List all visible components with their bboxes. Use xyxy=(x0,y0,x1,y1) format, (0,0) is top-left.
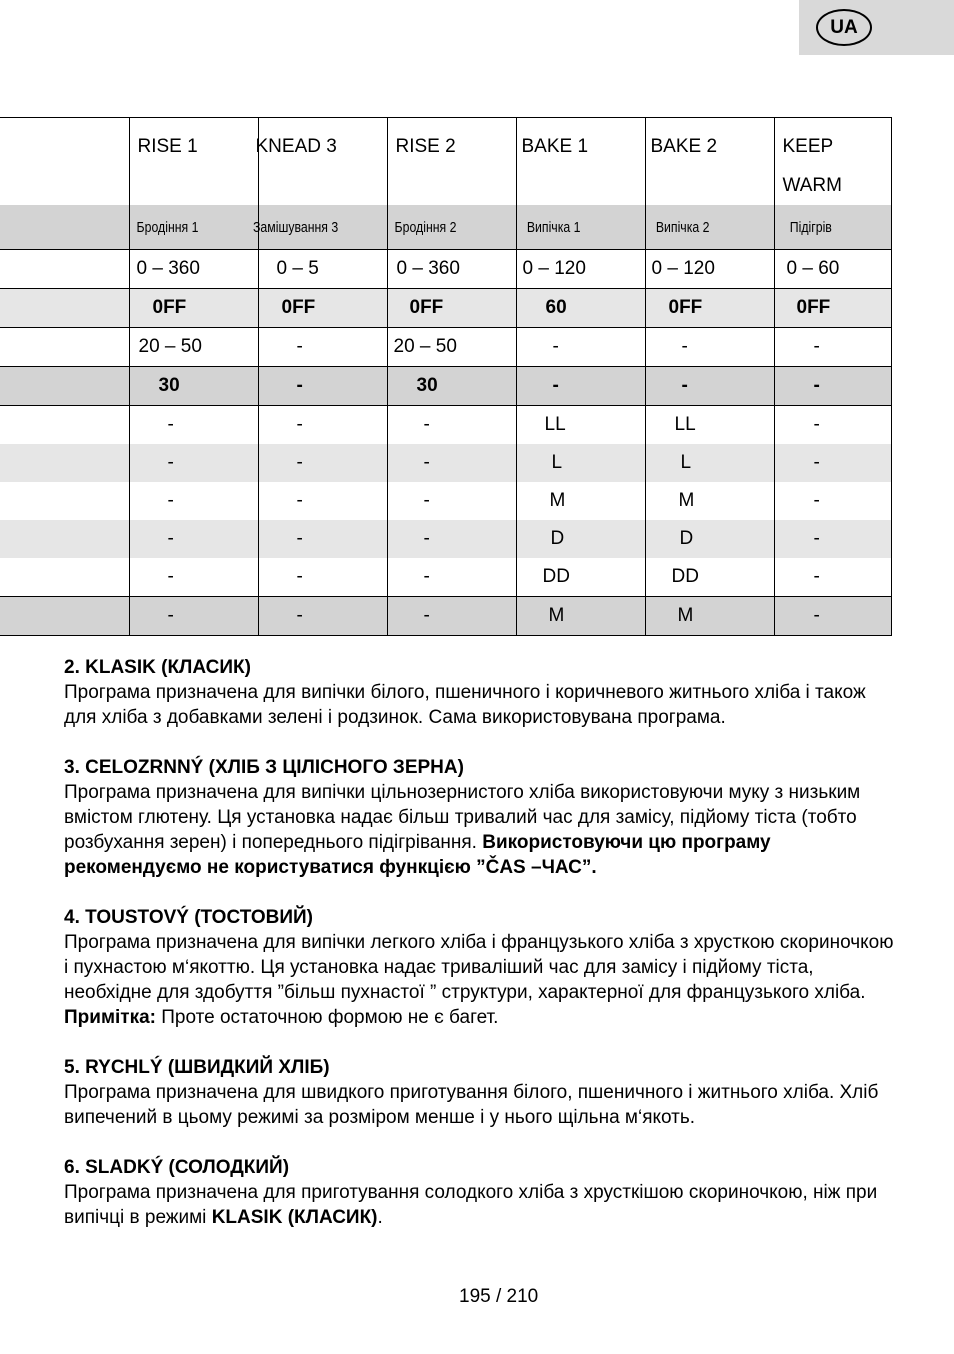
label-cell xyxy=(0,328,129,367)
table-cell: - xyxy=(774,444,891,482)
table-cell: - xyxy=(774,482,891,520)
table-cell: - xyxy=(129,520,258,558)
table-cell: - xyxy=(258,558,387,597)
table-cell: - xyxy=(387,482,516,520)
current-page: 195 xyxy=(459,1286,491,1307)
section-title: 5. RYCHLÝ (ШВИДКИЙ ХЛІБ) xyxy=(64,1057,330,1078)
table-cell: - xyxy=(258,328,387,367)
section-body: Програма призначена для випічки легкого хліба і французького хліба з хрусткою скориночкою і пухнастою м‘якоттю. Ця установка надає триваліший час для замісу і підйому тіста, необхідне для здобуття ”більш пухнастої ” структури, характерної для французького хліба. xyxy=(64,932,894,1003)
table-cell: D xyxy=(516,520,645,558)
header-cell: KEEP WARM xyxy=(774,118,891,206)
table-cell: - xyxy=(129,482,258,520)
table-cell: 0 – 120 xyxy=(516,250,645,289)
table-cell: 0 – 360 xyxy=(387,250,516,289)
table-row xyxy=(0,597,891,636)
table-cell: 0 – 360 xyxy=(129,250,258,289)
table-cell: D xyxy=(645,520,774,558)
table-cell: - xyxy=(387,406,516,445)
table-cell: 20 – 50 xyxy=(387,328,516,367)
table-cell: 0FF xyxy=(774,289,891,328)
section-body: Програма призначена для швидкого приготування білого, пшеничного і житнього хліба. Хліб випечений в цьому режимі за розміром менше і у нього щільна м‘якоть. xyxy=(64,1082,879,1128)
table-row xyxy=(0,250,891,289)
table-cell: - xyxy=(774,558,891,597)
label-cell xyxy=(0,367,129,406)
table-cell: - xyxy=(387,597,516,636)
section-title: 4. TOUSTOVÝ (ТОСТОВИЙ) xyxy=(64,907,313,928)
table-row xyxy=(0,444,891,482)
table-row xyxy=(0,328,891,367)
table-cell: - xyxy=(774,328,891,367)
table-cell: - xyxy=(774,367,891,406)
section-celozrnny xyxy=(64,755,894,880)
program-descriptions xyxy=(64,655,894,1255)
table-row xyxy=(0,289,891,328)
table-cell: - xyxy=(258,597,387,636)
label-cell xyxy=(0,558,129,597)
table-subheader-row xyxy=(0,205,891,250)
section-sladky xyxy=(64,1155,894,1230)
table-cell: 60 xyxy=(516,289,645,328)
table-cell: L xyxy=(645,444,774,482)
table-cell: 30 xyxy=(129,367,258,406)
note-label: Примітка: xyxy=(64,1007,156,1028)
table-cell: DD xyxy=(645,558,774,597)
table-cell: - xyxy=(645,328,774,367)
header-cell: RISE 2 xyxy=(387,118,516,206)
table-cell: M xyxy=(516,597,645,636)
total-pages: / 210 xyxy=(495,1286,539,1307)
table-cell: - xyxy=(645,367,774,406)
table-cell: - xyxy=(129,406,258,445)
table-cell: - xyxy=(516,328,645,367)
table-cell: - xyxy=(387,520,516,558)
table-cell: - xyxy=(258,444,387,482)
table-cell: 0 – 120 xyxy=(645,250,774,289)
header-cell: KNEAD 3 xyxy=(258,118,387,206)
section-title: 3. CELOZRNNÝ (ХЛІБ З ЦІЛІСНОГО ЗЕРНА) xyxy=(64,757,464,778)
section-body: Програма призначена для випічки білого, пшеничного і коричневого житнього хліба і також для хліба з добавками зелені і родзинок. Сама використовувана програма. xyxy=(64,682,866,728)
table-row xyxy=(0,558,891,597)
table-row xyxy=(0,406,891,445)
table-cell: LL xyxy=(645,406,774,445)
table-cell: 0FF xyxy=(387,289,516,328)
table-cell: M xyxy=(645,482,774,520)
table-cell: - xyxy=(258,406,387,445)
table-cell: DD xyxy=(516,558,645,597)
table-cell: 30 xyxy=(387,367,516,406)
table-cell: 0FF xyxy=(129,289,258,328)
header-cell: BAKE 1 xyxy=(516,118,645,206)
warning-text: Використовуючи цю програму рекомендуємо не користуватися функцією ”ČAS –ЧАС”. xyxy=(64,832,771,878)
table-cell: - xyxy=(129,444,258,482)
table-cell: L xyxy=(516,444,645,482)
table-cell: M xyxy=(645,597,774,636)
subheader-cell: Випічка 2 xyxy=(645,205,774,250)
table-row xyxy=(0,367,891,406)
table-cell: 0 – 60 xyxy=(774,250,891,289)
subheader-cell: Підігрів xyxy=(774,205,891,250)
label-cell xyxy=(0,289,129,328)
label-cell xyxy=(0,597,129,636)
table-cell: - xyxy=(516,367,645,406)
table-cell: 20 – 50 xyxy=(129,328,258,367)
table-cell: - xyxy=(129,558,258,597)
section-note: Примітка: Проте остаточною формою не є багет. xyxy=(64,1007,499,1028)
label-cell xyxy=(0,205,129,250)
label-cell xyxy=(0,444,129,482)
table-cell: - xyxy=(258,367,387,406)
section-body: Програма призначена для приготування солодкого хліба з хрусткішою скориночкою, ніж при випічці в режимі KLASIK (КЛАСИК). xyxy=(64,1182,878,1228)
label-cell xyxy=(0,482,129,520)
header-cell: BAKE 2 xyxy=(645,118,774,206)
subheader-cell: Випічка 1 xyxy=(516,205,645,250)
table-cell: - xyxy=(774,406,891,445)
section-body: Програма призначена для випічки цільнозернистого хліба використовуючи муку з низьким вмістом глютену. Ця установка надає більш тривалий час для замісу, підйому тіста (тобто розбухання зерен) і попереднього підігрівання. Використовуючи цю програму рекомендуємо не користуватися функцією ”ČAS –ЧАС”. xyxy=(64,782,861,878)
language-badge: UA xyxy=(816,9,872,46)
table-cell: 0 – 5 xyxy=(258,250,387,289)
label-cell xyxy=(0,520,129,558)
table-row xyxy=(0,482,891,520)
program-table xyxy=(0,117,892,636)
table-cell: M xyxy=(516,482,645,520)
table-cell: - xyxy=(129,597,258,636)
table-cell: - xyxy=(387,444,516,482)
subheader-cell: Замішування 3 xyxy=(258,205,387,250)
section-toustovy xyxy=(64,905,894,1030)
table-cell: LL xyxy=(516,406,645,445)
subheader-cell: Бродіння 2 xyxy=(387,205,516,250)
label-cell xyxy=(0,406,129,445)
table-row xyxy=(0,520,891,558)
section-title: 6. SLADKÝ (СОЛОДКИЙ) xyxy=(64,1157,290,1178)
table-cell: 0FF xyxy=(258,289,387,328)
language-tab xyxy=(799,0,954,55)
table-header-row xyxy=(0,118,891,206)
section-title: 2. KLASIK (КЛАСИК) xyxy=(64,657,251,678)
section-rychly xyxy=(64,1055,894,1130)
table-cell: - xyxy=(774,597,891,636)
table-cell: - xyxy=(387,558,516,597)
subheader-cell: Бродіння 1 xyxy=(129,205,258,250)
table-cell: 0FF xyxy=(645,289,774,328)
header-cell: RISE 1 xyxy=(129,118,258,206)
table-cell: - xyxy=(774,520,891,558)
table-cell: - xyxy=(258,520,387,558)
section-klasik xyxy=(64,655,894,730)
table-cell: - xyxy=(258,482,387,520)
page-number xyxy=(459,1286,538,1308)
label-cell xyxy=(0,118,129,206)
label-cell xyxy=(0,250,129,289)
